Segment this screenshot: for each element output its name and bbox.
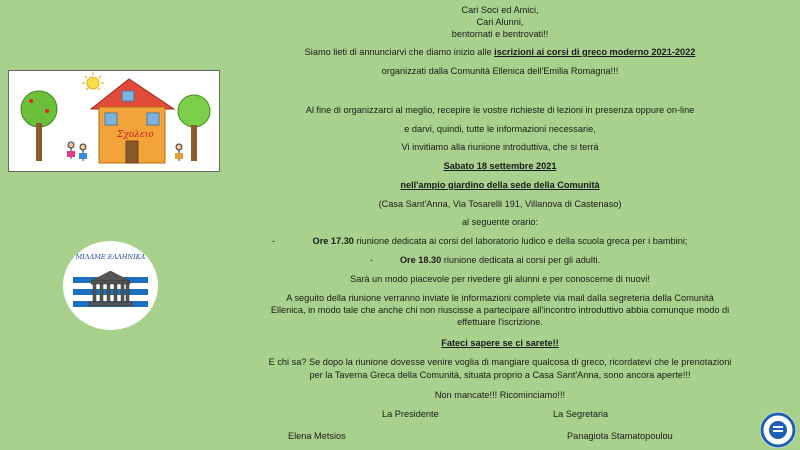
schedule-intro: al seguente orario:	[461, 217, 539, 227]
name-president: Elena Metsios	[288, 431, 346, 441]
taverna-line-2: per la Taverna Greca della Comunità, situata proprio a Casa Sant'Anna, sono ancora aperte!!!	[309, 370, 691, 380]
greeting-line-3: bentornati e bentrovati!!	[451, 29, 549, 39]
meeting-date: Sabato 18 settembre 2021	[443, 161, 557, 171]
sun-icon	[82, 72, 104, 90]
milame-ellinika-logo	[63, 241, 158, 330]
community-corner-logo	[760, 412, 796, 448]
announcement	[230, 47, 770, 58]
intro-line-2: e darvi, quindi, tutte le informazioni necessarie,	[404, 124, 596, 134]
role-president: La Presidente	[382, 409, 439, 419]
school-drawing-image	[8, 70, 220, 172]
schedule-time-2: Ore 18.30	[399, 255, 442, 265]
schedule-text-1: riunione dedicata ai corsi del laboratorio ludico e della scuola greca per i bambini;	[353, 236, 688, 246]
schedule-item-2	[230, 255, 770, 266]
svg-text:Σχολειο: Σχολειο	[117, 130, 154, 140]
schedule-dash-1: -	[272, 236, 276, 246]
schedule-time-1: Ore 17.30	[312, 236, 354, 246]
meeting-venue: nell'ampio giardino della sede della Comunità	[400, 180, 600, 190]
pleasant-line: Sarà un modo piacevole per rivedere gli alunni e per conoscerne di nuovi!	[350, 274, 650, 284]
intro-line-1: Al fine di organizzarci al meglio, recepire le vostre richieste di lezioni in presenza oppure on-line	[305, 105, 695, 115]
greeting-line-2: Cari Alunni,	[476, 17, 524, 27]
followup-line-1: A seguito della riunione verranno inviate le informazioni complete via mail dalla segreteria della Comunità	[286, 293, 714, 303]
callout-line: Fateci sapere se ci sarete!!	[441, 338, 559, 348]
announcement-prefix: Siamo lieti di annunciarvi che diamo inizio alle	[304, 47, 495, 57]
schedule-text-2: riunione dedicata ai corsi per gli adulti.	[441, 255, 601, 265]
courses-enrollment-text: iscrizioni ai corsi di greco moderno 2021-2022	[494, 47, 696, 57]
organizer-line: organizzati dalla Comunità Ellenica dell'Emilia Romagna!!!	[381, 66, 619, 76]
greeting-line-1: Cari Soci ed Amici,	[461, 5, 539, 15]
schedule-dash-2: -	[370, 255, 374, 265]
role-secretary: La Segretaria	[553, 409, 609, 419]
followup-line-3: effettuare l'iscrizione.	[457, 317, 543, 327]
name-secretary: Panagiota Stamatopoulou	[567, 431, 673, 441]
schedule-item-1	[230, 236, 770, 247]
intro-line-3: Vi invitiamo alla riunione introduttiva, che si terrà	[401, 142, 599, 152]
svg-text:ΜΙΛΑΜΕ ΕΛΛΗΝΙΚΑ: ΜΙΛΑΜΕ ΕΛΛΗΝΙΚΑ	[75, 253, 146, 261]
closing-line: Non mancate!!! Ricominciamo!!!	[434, 390, 566, 400]
taverna-line-1: E chi sa? Se dopo la riunione dovesse venire voglia di mangiare qualcosa di greco, ricordatevi che le prenotazioni	[268, 357, 732, 367]
meeting-address: (Casa Sant'Anna, Via Tosarelli 191, Villanova di Castenaso)	[378, 199, 622, 209]
followup-line-2: Ellenica, in modo tale che anche chi non riuscisse a partecipare all'incontro introduttivo abbia comunque modo di	[270, 305, 730, 315]
